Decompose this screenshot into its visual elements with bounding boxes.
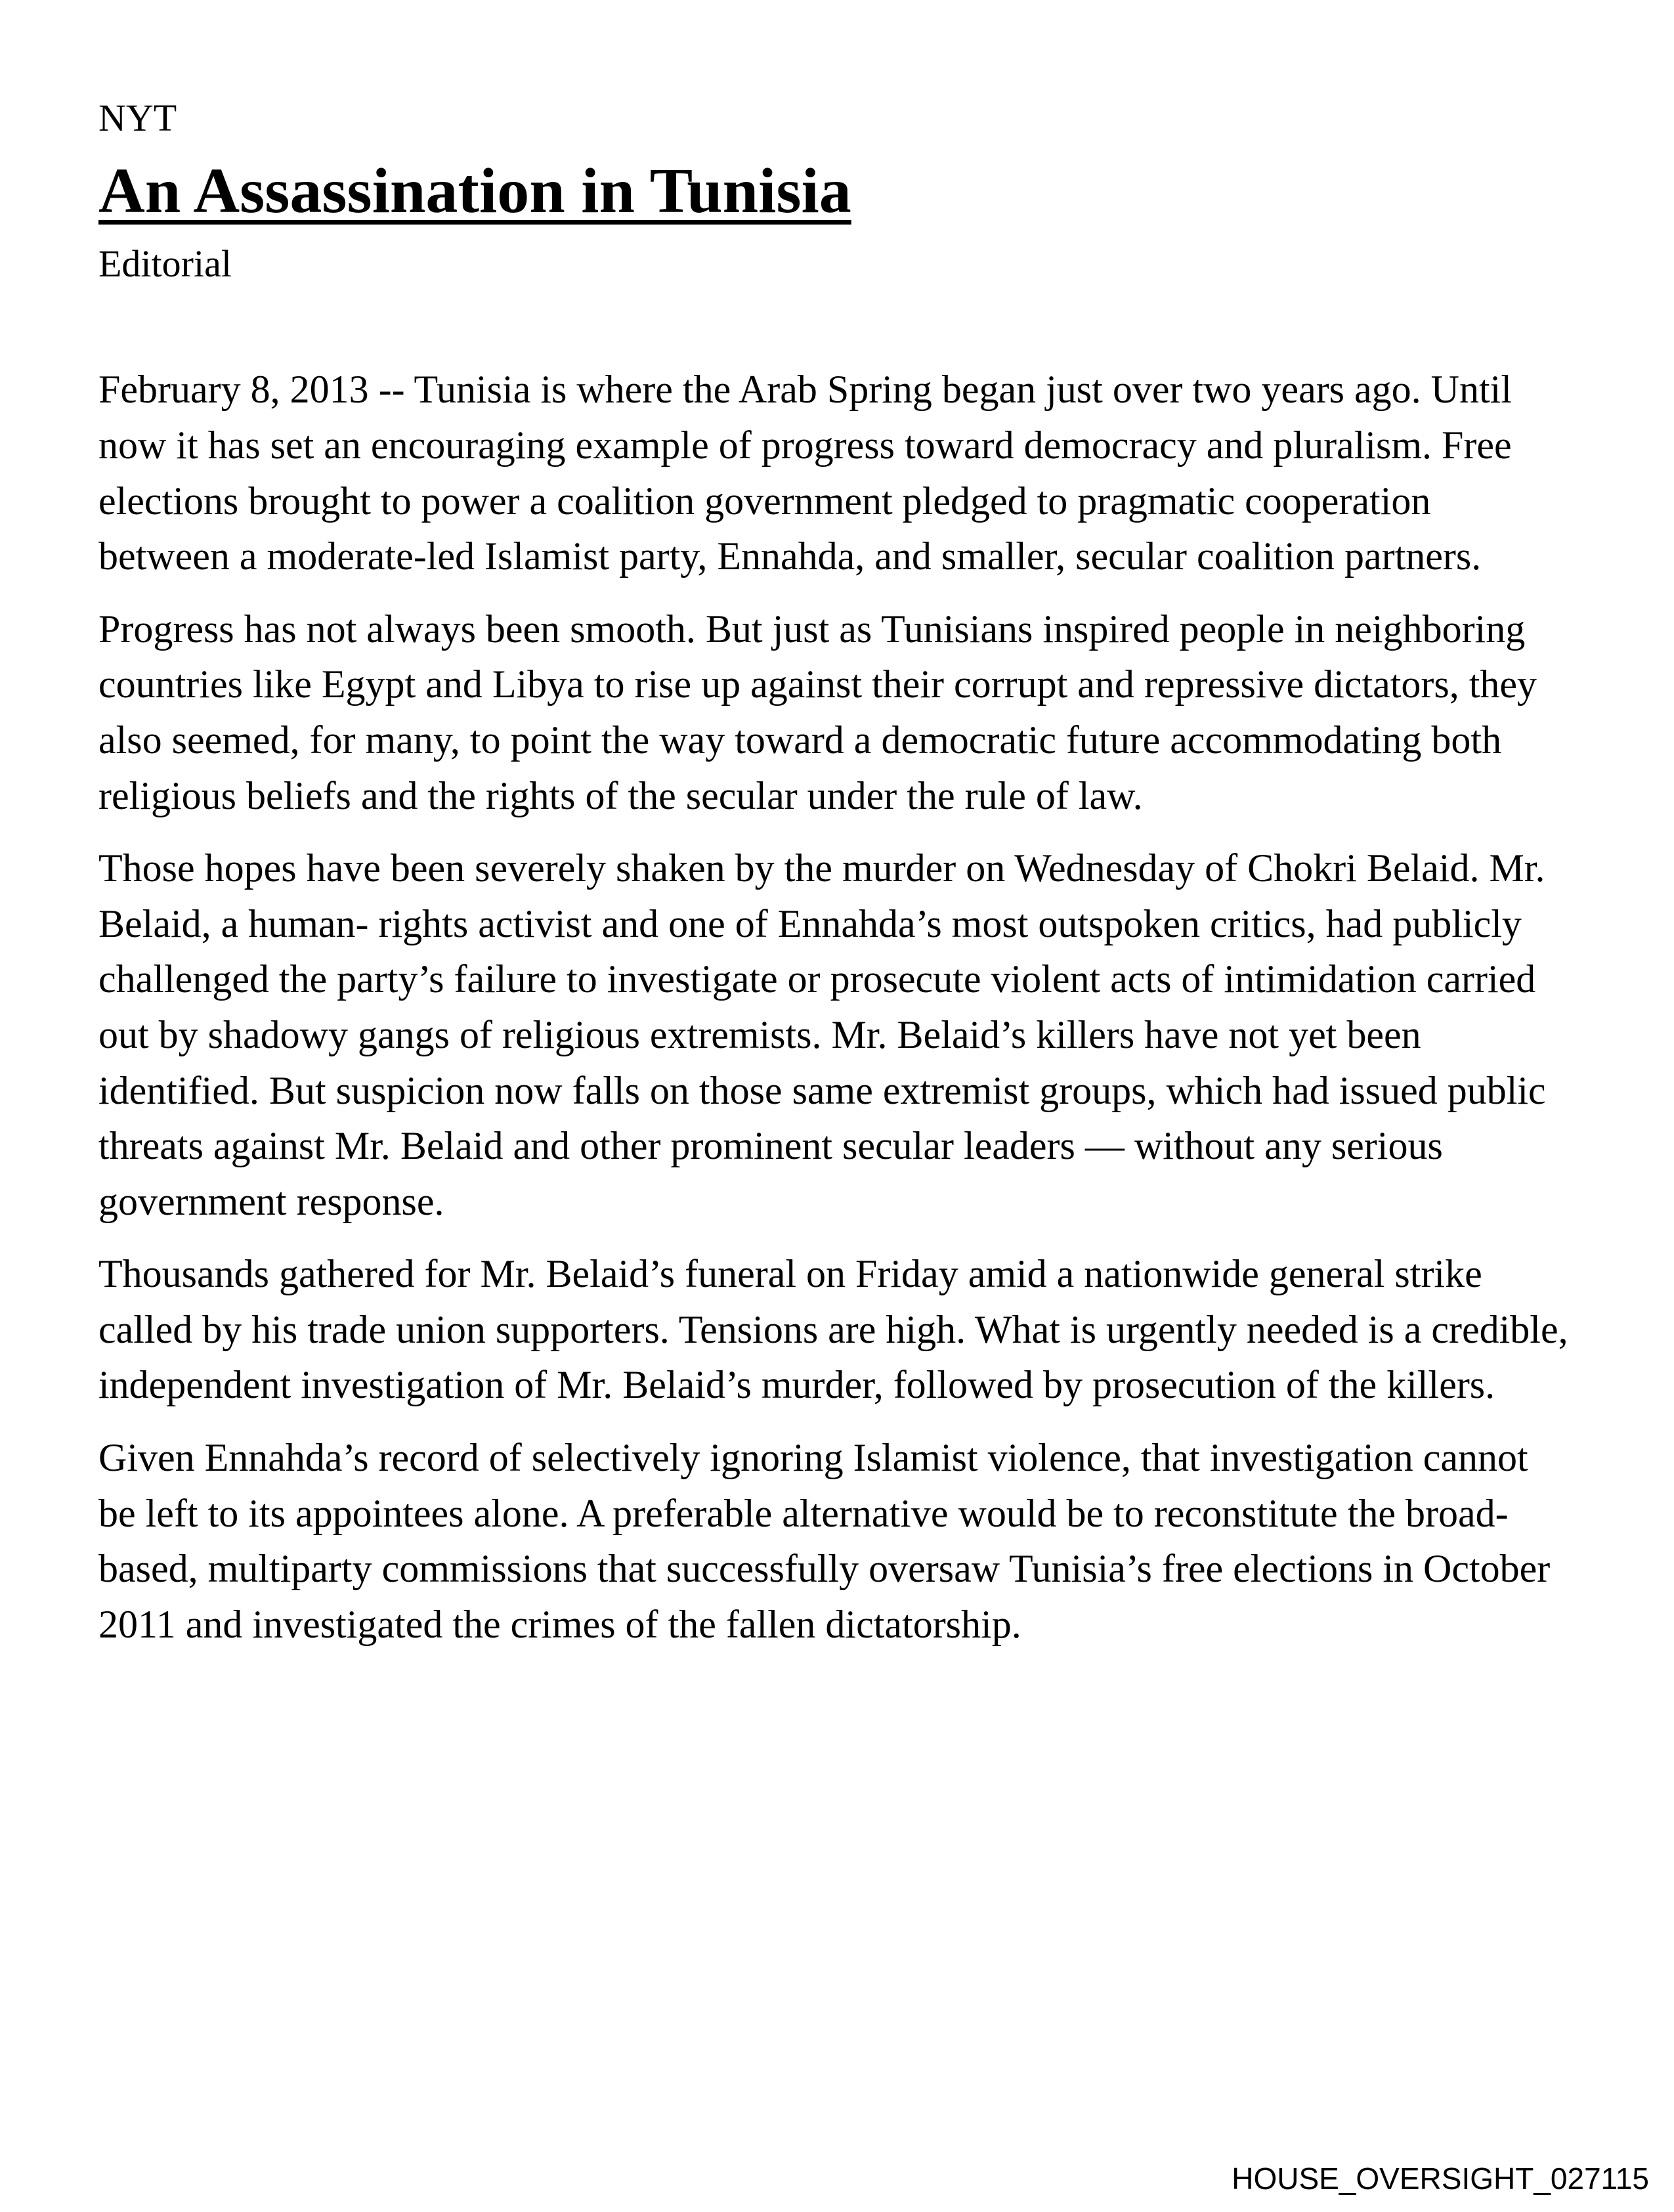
bates-stamp: HOUSE_OVERSIGHT_027115 — [1232, 2161, 1649, 2196]
paragraph: Given Ennahda’s record of selectively ignoring Islamist violence, that investigation cannot be left to its appointees alone. A preferable alternative would be to reconstitute the broad-based, multiparty commissions that successfully oversaw Tunisia’s free elections in October 2011 and investigated the crimes of the fallen dictatorship. — [98, 1436, 1551, 1646]
source-label: NYT — [98, 97, 177, 139]
paragraph: Those hopes have been severely shaken by the murder on Wednesday of Chokri Belaid. Mr. Belaid, a human- rights activist and one of Ennahda’s most outspoken critics, had publicly challenged the party’s failure to investigate or prosecute violent acts of intimidation carried out by shadowy gangs of religious extremists. Mr. Belaid’s killers have not yet been identified. But suspicion now falls on those same extremist groups, which had issued public threats against Mr. Belaid and other prominent secular leaders — without any serious government response. — [98, 846, 1546, 1223]
article-body — [98, 362, 1569, 1652]
page-title: An Assassination in Tunisia — [98, 155, 851, 227]
paragraph: Progress has not always been smooth. But just as Tunisians inspired people in neighboring countries like Egypt and Libya to rise up against their corrupt and repressive dictators, they also seemed, for many, to point the way toward a democratic future accommodating both religious beliefs and the rights of the secular under the rule of law. — [98, 607, 1537, 817]
paragraph: February 8, 2013 -- Tunisia is where the Arab Spring began just over two years ago. Until now it has set an encouraging example of progress toward democracy and pluralism. Free elections brought to power a coalition government pledged to pragmatic cooperation between a moderate-led Islamist party, Ennahda, and smaller, secular coalition partners. — [98, 368, 1512, 578]
paragraph: Thousands gathered for Mr. Belaid’s funeral on Friday amid a nationwide general strike called by his trade union supporters. Tensions are high. What is urgently needed is a credible, independent investigation of Mr. Belaid’s murder, followed by prosecution of the killers. — [98, 1252, 1568, 1407]
title-container — [98, 156, 1569, 236]
subtitle: Editorial — [98, 242, 232, 285]
